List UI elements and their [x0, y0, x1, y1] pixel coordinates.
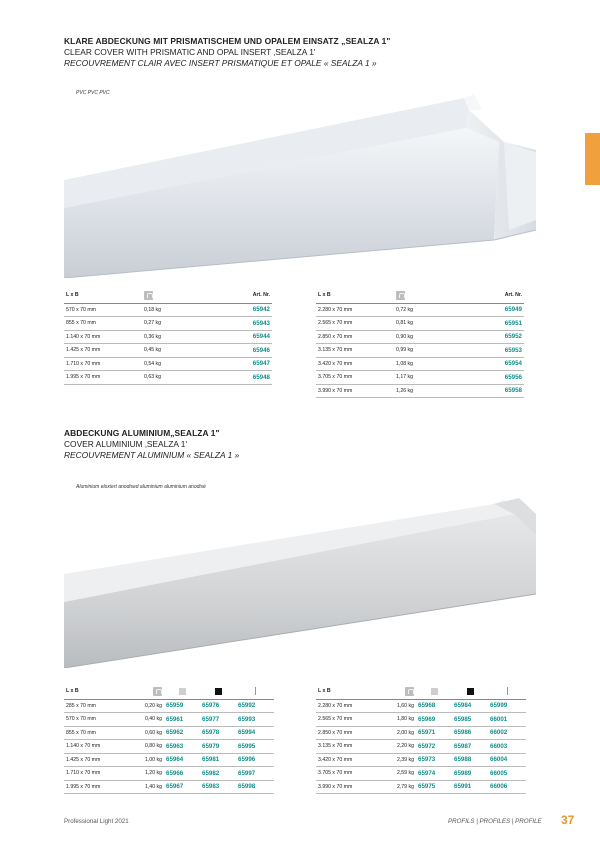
section1-table-right-body — [316, 303, 524, 398]
article-number-white: 65966 — [164, 767, 200, 781]
table-row — [316, 317, 524, 331]
weight-cell: 0,18 kg — [142, 303, 202, 317]
article-number-silver: 65995 — [236, 740, 274, 754]
weight-cell: 1,80 kg — [388, 713, 416, 727]
weight-lock-icon — [405, 687, 414, 696]
weight-cell: 0,60 kg — [136, 726, 164, 740]
article-number-silver: 65998 — [236, 780, 274, 794]
table-row — [316, 303, 524, 317]
article-number-silver: 65992 — [236, 699, 274, 713]
article-number-black: 65988 — [452, 753, 488, 767]
table-row — [64, 726, 274, 740]
article-number-black: 65981 — [200, 753, 236, 767]
article-number-white: 65967 — [164, 780, 200, 794]
size-cell: 3.420 x 70 mm — [316, 357, 394, 371]
weight-cell: 2,20 kg — [388, 740, 416, 754]
weight-cell: 2,59 kg — [388, 767, 416, 781]
aluminium-cover-profile-image — [64, 474, 536, 668]
weight-cell: 0,63 kg — [142, 371, 202, 385]
size-header: L x B — [316, 684, 388, 699]
article-number-white: 65975 — [416, 780, 452, 794]
section1-table-left-body — [64, 303, 272, 384]
article-number: 65944 — [202, 330, 272, 344]
table-row — [64, 780, 274, 794]
section2-table-right — [316, 684, 526, 794]
size-cell: 3.135 x 70 mm — [316, 344, 394, 358]
weight-cell: 0,72 kg — [394, 303, 454, 317]
section2-heading — [64, 428, 544, 461]
table-row — [316, 767, 526, 781]
table-row — [64, 767, 274, 781]
footer-catalog-name: Professional Light 2021 — [64, 818, 129, 825]
table-row — [316, 344, 524, 358]
table-row — [64, 699, 274, 713]
article-number-white: 65972 — [416, 740, 452, 754]
article-number-black: 65991 — [452, 780, 488, 794]
table-row — [316, 330, 524, 344]
article-number-silver: 65996 — [236, 753, 274, 767]
size-cell: 1.140 x 70 mm — [64, 740, 136, 754]
article-number-silver: 65999 — [488, 699, 526, 713]
article-number-black: 65976 — [200, 699, 236, 713]
table-row — [316, 740, 526, 754]
article-number-black: 65977 — [200, 713, 236, 727]
black-finish-icon — [467, 688, 474, 695]
article-number-white: 65974 — [416, 767, 452, 781]
table-row — [64, 753, 274, 767]
article-number-white: 65968 — [416, 699, 452, 713]
table-row — [316, 371, 524, 385]
weight-cell: 2,39 kg — [388, 753, 416, 767]
article-number-black: 65984 — [452, 699, 488, 713]
art-header: Art. Nr. — [454, 288, 524, 303]
size-cell: 3.420 x 70 mm — [316, 753, 388, 767]
table-row — [64, 713, 274, 727]
section1-product-photo — [64, 80, 536, 278]
section2-photo-caption: Aluminium eloxiert anodised aluminium aluminium anodisé — [76, 484, 206, 490]
table-row — [64, 740, 274, 754]
page-number: 37 — [561, 813, 575, 827]
article-number-silver: 66001 — [488, 713, 526, 727]
weight-cell: 1,40 kg — [136, 780, 164, 794]
size-cell: 2.565 x 70 mm — [316, 317, 394, 331]
size-cell: 2.850 x 70 mm — [316, 726, 388, 740]
section2-product-photo — [64, 474, 536, 668]
weight-cell: 0,36 kg — [142, 330, 202, 344]
section2-title-en: COVER ALUMINIUM ‚SEALZA 1' — [64, 439, 188, 449]
weight-cell: 1,20 kg — [136, 767, 164, 781]
article-number: 65951 — [454, 317, 524, 331]
silver-finish-icon — [507, 687, 508, 695]
article-number: 65948 — [202, 371, 272, 385]
table-row — [316, 357, 524, 371]
size-cell: 285 x 70 mm — [64, 699, 136, 713]
article-number-white: 65964 — [164, 753, 200, 767]
table-row — [316, 384, 524, 398]
size-cell: 855 x 70 mm — [64, 317, 142, 331]
size-cell: 1.140 x 70 mm — [64, 330, 142, 344]
weight-cell: 0,45 kg — [142, 344, 202, 358]
table-row — [316, 726, 526, 740]
weight-cell: 2,00 kg — [388, 726, 416, 740]
table-row — [316, 753, 526, 767]
article-number-silver: 65997 — [236, 767, 274, 781]
article-number: 65942 — [202, 303, 272, 317]
size-cell: 1.710 x 70 mm — [64, 767, 136, 781]
weight-cell: 1,26 kg — [394, 384, 454, 398]
size-cell: 2.280 x 70 mm — [316, 303, 394, 317]
article-number: 65958 — [454, 384, 524, 398]
size-cell: 570 x 70 mm — [64, 713, 136, 727]
section2-table-left-body — [64, 699, 274, 794]
article-number-white: 65963 — [164, 740, 200, 754]
article-number: 65956 — [454, 371, 524, 385]
article-number-black: 65986 — [452, 726, 488, 740]
section2-title-de: ABDECKUNG ALUMINIUM„SEALZA 1" — [64, 428, 220, 438]
size-cell: 570 x 70 mm — [64, 303, 142, 317]
size-cell: 1.710 x 70 mm — [64, 357, 142, 371]
art-header: Art. Nr. — [202, 288, 272, 303]
weight-cell: 1,08 kg — [394, 357, 454, 371]
section1-title-en: CLEAR COVER WITH PRISMATIC AND OPAL INSERT ‚SEALZA 1' — [64, 47, 316, 57]
article-number-black: 65989 — [452, 767, 488, 781]
article-number: 65953 — [454, 344, 524, 358]
article-number-silver: 66006 — [488, 780, 526, 794]
weight-cell: 1,60 kg — [388, 699, 416, 713]
table-row — [64, 317, 272, 331]
weight-lock-icon — [153, 687, 162, 696]
article-number: 65952 — [454, 330, 524, 344]
article-number-black: 65979 — [200, 740, 236, 754]
size-cell: 3.990 x 70 mm — [316, 780, 388, 794]
weight-cell: 0,27 kg — [142, 317, 202, 331]
article-number-white: 65973 — [416, 753, 452, 767]
table-row — [64, 303, 272, 317]
article-number-black: 65978 — [200, 726, 236, 740]
size-cell: 1.425 x 70 mm — [64, 344, 142, 358]
size-cell: 2.280 x 70 mm — [316, 699, 388, 713]
article-number-silver: 66002 — [488, 726, 526, 740]
silver-finish-icon — [255, 687, 256, 695]
article-number-black: 65985 — [452, 713, 488, 727]
section1-photo-caption: PVC PVC PVC — [76, 90, 110, 96]
size-cell: 855 x 70 mm — [64, 726, 136, 740]
section-tab-marker — [585, 133, 600, 185]
article-number-black: 65983 — [200, 780, 236, 794]
section1-table-right — [316, 288, 524, 398]
table-row — [64, 330, 272, 344]
article-number-white: 65962 — [164, 726, 200, 740]
article-number-silver: 66003 — [488, 740, 526, 754]
size-cell: 2.850 x 70 mm — [316, 330, 394, 344]
table-row — [316, 780, 526, 794]
section1-title-de: KLARE ABDECKUNG MIT PRISMATISCHEM UND OPALEM EINSATZ „SEALZA 1" — [64, 36, 391, 46]
article-number: 65954 — [454, 357, 524, 371]
weight-cell: 0,40 kg — [136, 713, 164, 727]
section1-title-fr: RECOUVREMENT CLAIR AVEC INSERT PRISMATIQUE ET OPALE « SEALZA 1 » — [64, 58, 377, 68]
article-number-white: 65959 — [164, 699, 200, 713]
size-header: L x B — [316, 288, 394, 303]
size-header: L x B — [64, 684, 136, 699]
white-finish-icon — [431, 688, 438, 695]
footer-section-name: PROFILS | PROFILES | PROFILE — [448, 818, 542, 825]
weight-cell: 0,81 kg — [394, 317, 454, 331]
weight-cell: 1,00 kg — [136, 753, 164, 767]
article-number-white: 65961 — [164, 713, 200, 727]
article-number-silver: 66005 — [488, 767, 526, 781]
section2-table-left — [64, 684, 274, 794]
weight-cell: 1,17 kg — [394, 371, 454, 385]
article-number-silver: 65993 — [236, 713, 274, 727]
clear-cover-profile-image — [64, 80, 536, 278]
article-number-white: 65969 — [416, 713, 452, 727]
weight-lock-icon — [144, 291, 153, 300]
section1-table-left — [64, 288, 272, 385]
weight-cell: 0,99 kg — [394, 344, 454, 358]
section1-heading — [64, 36, 544, 69]
article-number-silver: 66004 — [488, 753, 526, 767]
size-header: L x B — [64, 288, 142, 303]
article-number: 65943 — [202, 317, 272, 331]
size-cell: 3.990 x 70 mm — [316, 384, 394, 398]
article-number-white: 65971 — [416, 726, 452, 740]
section2-table-right-body — [316, 699, 526, 794]
weight-cell: 0,80 kg — [136, 740, 164, 754]
size-cell: 3.705 x 70 mm — [316, 767, 388, 781]
weight-cell: 0,20 kg — [136, 699, 164, 713]
weight-cell: 0,54 kg — [142, 357, 202, 371]
size-cell: 1.995 x 70 mm — [64, 371, 142, 385]
article-number: 65946 — [202, 344, 272, 358]
size-cell: 2.565 x 70 mm — [316, 713, 388, 727]
table-row — [316, 699, 526, 713]
size-cell: 1.995 x 70 mm — [64, 780, 136, 794]
weight-cell: 0,90 kg — [394, 330, 454, 344]
size-cell: 3.135 x 70 mm — [316, 740, 388, 754]
weight-lock-icon — [396, 291, 405, 300]
white-finish-icon — [179, 688, 186, 695]
section2-title-fr: RECOUVREMENT ALUMINIUM « SEALZA 1 » — [64, 450, 240, 460]
size-cell: 3.705 x 70 mm — [316, 371, 394, 385]
weight-cell: 2,79 kg — [388, 780, 416, 794]
table-row — [64, 344, 272, 358]
article-number: 65947 — [202, 357, 272, 371]
size-cell: 1.425 x 70 mm — [64, 753, 136, 767]
black-finish-icon — [215, 688, 222, 695]
table-row — [64, 371, 272, 385]
article-number: 65949 — [454, 303, 524, 317]
table-row — [64, 357, 272, 371]
article-number-silver: 65994 — [236, 726, 274, 740]
table-row — [316, 713, 526, 727]
article-number-black: 65982 — [200, 767, 236, 781]
article-number-black: 65987 — [452, 740, 488, 754]
